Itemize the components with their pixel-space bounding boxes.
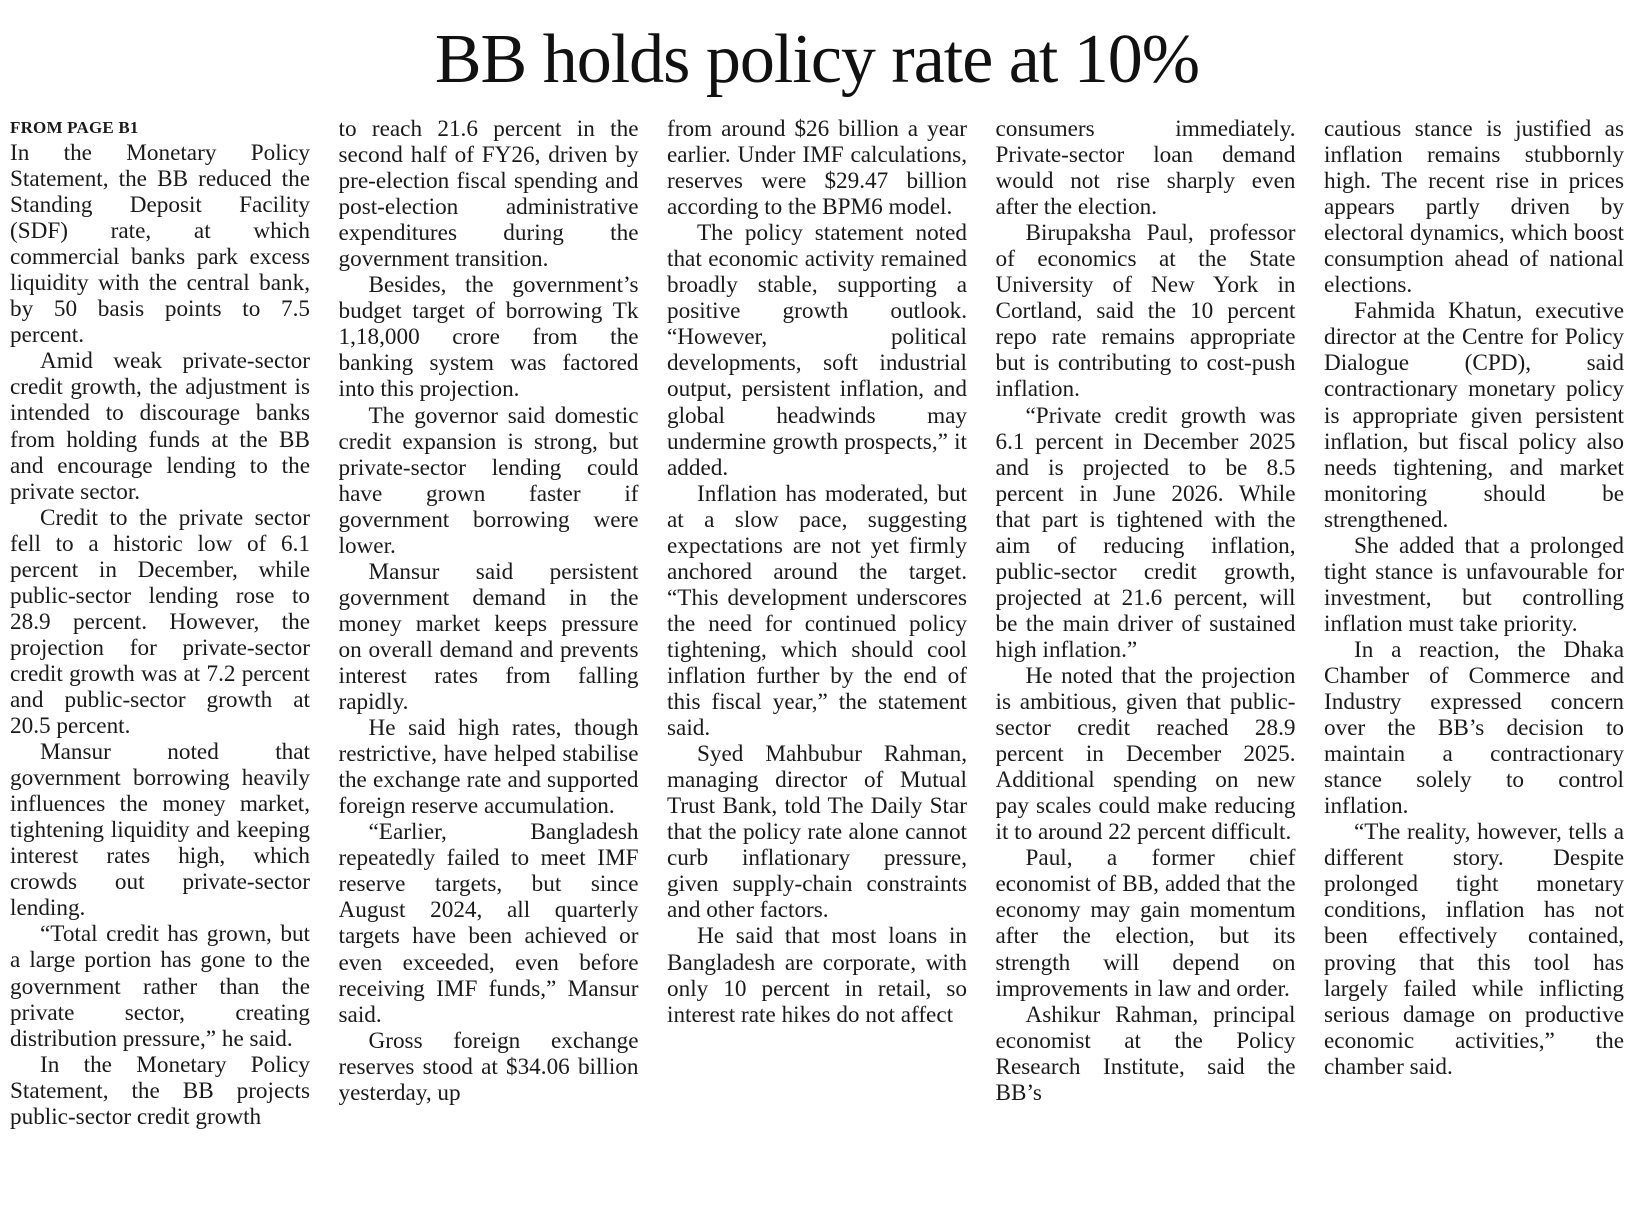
- column-3: [667, 116, 967, 1216]
- paragraph: The governor said domestic credit expansion is strong, but private-sector lending could have grown faster if government borrowing were lower.: [338, 402, 639, 559]
- paragraph: In a reaction, the Dhaka Chamber of Commerce and Industry expressed concern over the BB’s decision to maintain a contractionary stance solely to control inflation.: [1324, 636, 1624, 820]
- paragraph: Inflation has moderated, but at a slow pace, suggesting expectations are not yet firmly anchored around the target. “This development underscores the need for continued policy tightening, which should cool inflation further by the end of this fiscal year,” the statement said.: [667, 480, 967, 742]
- paragraph: He said that most loans in Bangladesh are corporate, with only 10 percent in retail, so interest rate hikes do not affect: [667, 923, 967, 1028]
- paragraph: Syed Mahbubur Rahman, managing director of Mutual Trust Bank, told The Daily Star that the policy rate alone cannot curb inflationary pressure, given supply-chain constraints and other factors.: [667, 741, 967, 924]
- paragraph: Besides, the government’s budget target of borrowing Tk 1,18,000 crore from the banking system was factored into this projection.: [338, 272, 639, 403]
- paragraph: “Total credit has grown, but a large portion has gone to the government rather than the private sector, creating distribution pressure,” he said.: [10, 921, 310, 1052]
- paragraph: Fahmida Khatun, executive director at the Centre for Policy Dialogue (CPD), said contractionary monetary policy is appropriate given persistent inflation, but fiscal policy also needs tightening, and market monitoring should be strengthened.: [1324, 298, 1624, 533]
- paragraph: Birupaksha Paul, professor of economics at the State University of New York in Cortland, said the 10 percent repo rate remains appropriate but is contributing to cost-push inflation.: [995, 220, 1296, 403]
- kicker: FROM PAGE B1: [10, 118, 139, 137]
- paragraph: “The reality, however, tells a different story. Despite prolonged tight monetary conditions, inflation has not been effectively contained, proving that this tool has largely failed while inflicting serious damage on productive economic activities,” the chamber said.: [1324, 819, 1624, 1080]
- column-2: [339, 116, 639, 1216]
- paragraph: cautious stance is justified as inflation remains stubbornly high. The recent rise in prices appears partly driven by electoral dynamics, which boost consumption ahead of national elections.: [1324, 116, 1624, 299]
- paragraph: In the Monetary Policy Statement, the BB reduced the Standing Deposit Facility (SDF) rate, at which commercial banks park excess liquidity with the central bank, by 50 basis points to 7.5 percent.: [10, 140, 310, 349]
- paragraph: Mansur noted that government borrowing heavily influences the money market, tightening liquidity and keeping interest rates high, which crowds out private-sector lending.: [10, 739, 310, 922]
- column-4: [996, 116, 1296, 1216]
- column-5: [1324, 116, 1624, 1216]
- paragraph: Amid weak private-sector credit growth, the adjustment is intended to discourage banks from holding funds at the BB and encourage lending to the private sector.: [10, 348, 310, 505]
- paragraph: “Private credit growth was 6.1 percent in December 2025 and is projected to be 8.5 percent in June 2026. While that part is tightened with the aim of reducing inflation, public-sector credit growth, projected at 21.6 percent, will be the main driver of sustained high inflation.”: [995, 402, 1296, 663]
- paragraph: The policy statement noted that economic activity remained broadly stable, supporting a positive growth outlook. “However, political developments, soft industrial output, persistent inflation, and global headwinds may undermine growth prospects,” it added.: [667, 220, 967, 481]
- paragraph: Mansur said persistent government demand in the money market keeps pressure on overall demand and prevents interest rates from falling rapidly.: [338, 558, 639, 716]
- paragraph: He said high rates, though restrictive, have helped stabilise the exchange rate and supported foreign reserve accumulation.: [338, 715, 639, 820]
- paragraph: Paul, a former chief economist of BB, added that the economy may gain momentum after the election, but its strength will depend on improvements in law and order.: [995, 845, 1296, 1002]
- paragraph: In the Monetary Policy Statement, the BB projects public-sector credit growth: [10, 1051, 310, 1130]
- paragraph: consumers immediately. Private-sector loan demand would not rise sharply even after the election.: [995, 116, 1296, 221]
- article-body: [10, 116, 1624, 1216]
- paragraph: from around $26 billion a year earlier. Under IMF calculations, reserves were $29.47 billion according to the BPM6 model.: [667, 116, 967, 221]
- paragraph: to reach 21.6 percent in the second half of FY26, driven by pre-election fiscal spending and post-election administrative expenditures during the government transition.: [338, 116, 639, 273]
- paragraph: Gross foreign exchange reserves stood at $34.06 billion yesterday, up: [338, 1027, 639, 1106]
- column-1: [10, 116, 310, 1216]
- headline: BB holds policy rate at 10%: [434, 21, 1200, 98]
- paragraph: Credit to the private sector fell to a historic low of 6.1 percent in December, while public-sector lending rose to 28.9 percent. However, the projection for private-sector credit growth was at 7.2 percent and public-sector growth at 20.5 percent.: [10, 504, 310, 740]
- paragraph: She added that a prolonged tight stance is unfavourable for investment, but controlling inflation must take priority.: [1324, 532, 1624, 637]
- paragraph: He noted that the projection is ambitious, given that public-sector credit reached 28.9 percent in December 2025. Additional spending on new pay scales could make reducing it to around 22 percent difficult.: [995, 662, 1296, 846]
- paragraph: “Earlier, Bangladesh repeatedly failed to meet IMF reserve targets, but since August 2024, all quarterly targets have been achieved or even exceeded, even before receiving IMF funds,” Mansur said.: [338, 819, 639, 1028]
- paragraph: Ashikur Rahman, principal economist at the Policy Research Institute, said the BB’s: [995, 1001, 1296, 1106]
